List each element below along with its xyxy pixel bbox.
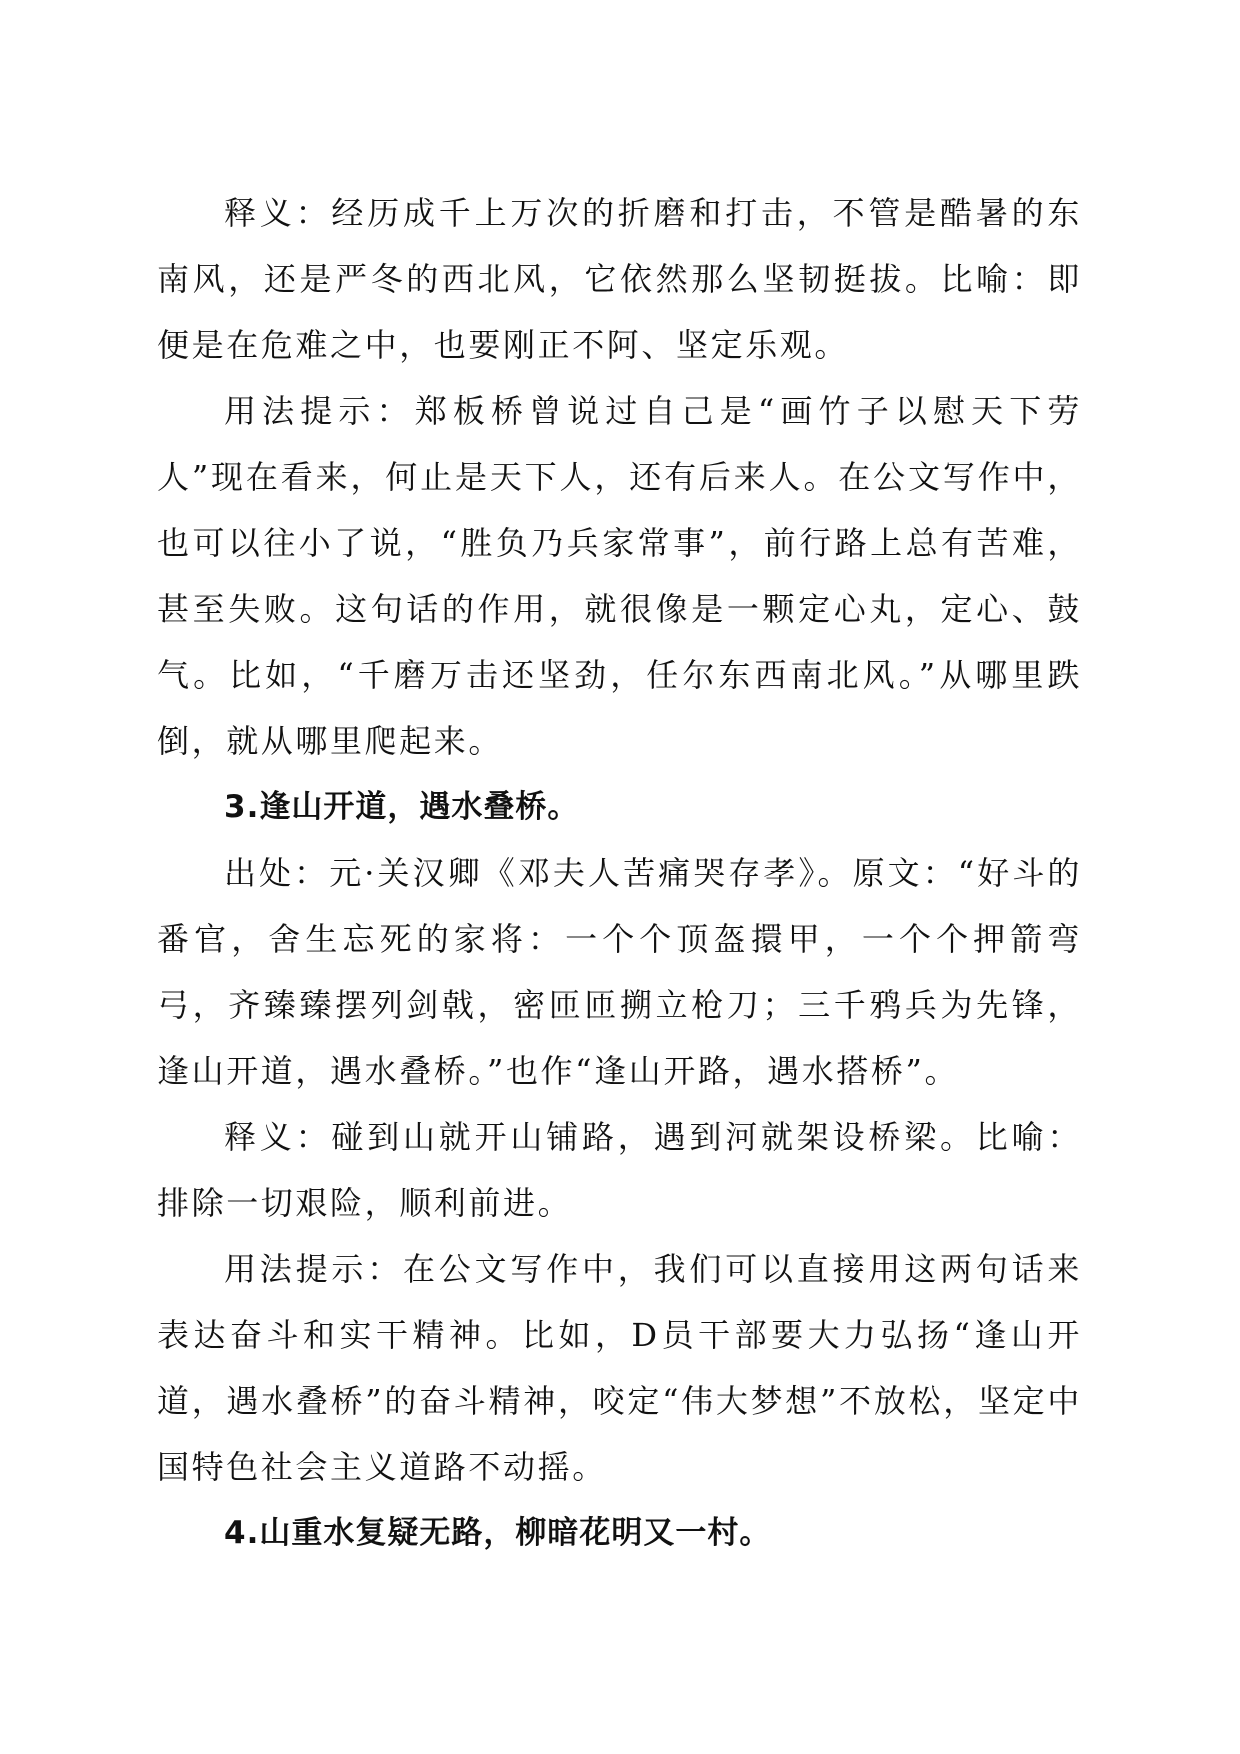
section-heading-4: 4.山重水复疑无路，柳暗花明又一村。	[224, 1515, 772, 1551]
source-paragraph: 出处：元·关汉卿《邓夫人苦痛哭存孝》。原文：“好斗的番官，舍生忘死的家将：一个个顶盔擐甲，一个个押箭弯弓，齐臻臻摆列剑戟，密匝匝搠立枪刀；三千鸦兵为先锋，逢山开道，遇水叠桥。”也作“逢山开路，遇水搭桥”。	[157, 854, 1082, 1090]
section-heading-3: 3.逢山开道，遇水叠桥。	[224, 789, 580, 825]
usage-tip-paragraph: 用法提示：郑板桥曾说过自己是“画竹子以慰天下劳人”现在看来，何止是天下人，还有后来人。在公文写作中，也可以往小了说，“胜负乃兵家常事”，前行路上总有苦难，甚至失败。这句话的作用，就很像是一颗定心丸，定心、鼓气。比如，“千磨万击还坚劲，任尔东西南北风。”从哪里跌倒，就从哪里爬起来。	[157, 392, 1082, 760]
definition-paragraph: 释义：经历成千上万次的折磨和打击，不管是酷暑的东南风，还是严冬的西北风，它依然那么坚韧挺拔。比喻：即便是在危难之中，也要刚正不阿、坚定乐观。	[157, 194, 1082, 364]
definition-paragraph: 释义：碰到山就开山铺路，遇到河就架设桥梁。比喻：排除一切艰险，顺利前进。	[157, 1118, 1082, 1222]
usage-tip-paragraph: 用法提示：在公文写作中，我们可以直接用这两句话来表达奋斗和实干精神。比如，D员干部要大力弘扬“逢山开道，遇水叠桥”的奋斗精神，咬定“伟大梦想”不放松，坚定中国特色社会主义道路不动摇。	[157, 1250, 1082, 1486]
document-page	[157, 180, 1082, 1566]
